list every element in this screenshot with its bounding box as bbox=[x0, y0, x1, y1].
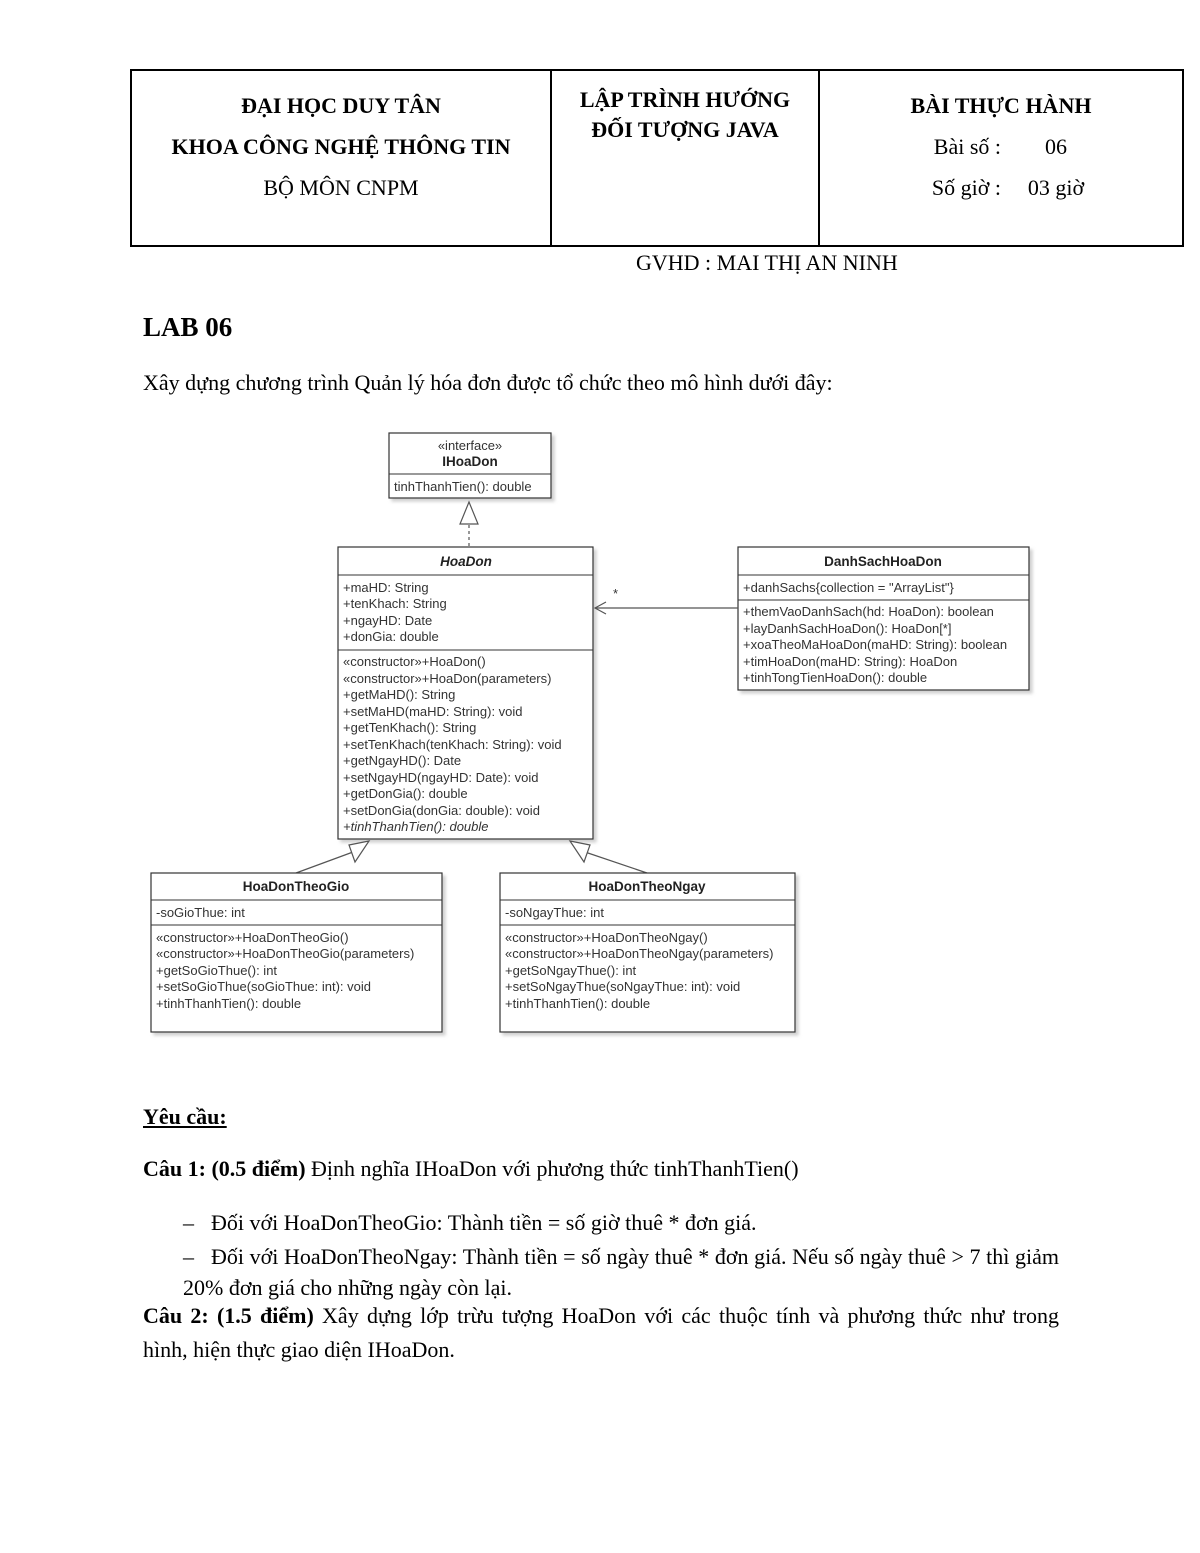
class-hoadontheongay bbox=[500, 873, 795, 1032]
theogio-method: «constructor»+HoaDonTheoGio(parameters) bbox=[156, 946, 415, 961]
faculty-name: KHOA CÔNG NGHỆ THÔNG TIN bbox=[171, 134, 511, 159]
ihoadon-method: tinhThanhTien(): double bbox=[394, 479, 532, 494]
hoadon-method: +setNgayHD(ngayHD: Date): void bbox=[343, 770, 539, 785]
hoadon-attr: +donGia: double bbox=[343, 629, 439, 644]
hoadon-method: +getNgayHD(): Date bbox=[343, 753, 462, 768]
theogio-name: HoaDonTheoGio bbox=[242, 879, 350, 894]
course-title-line1: LẬP TRÌNH HƯỚNG bbox=[579, 87, 791, 112]
q1-bullets bbox=[183, 1207, 1059, 1306]
ihoadon-stereotype: «interface» bbox=[437, 438, 503, 453]
theogio-method: +getSoGioThue(): int bbox=[156, 963, 278, 978]
hoadon-attr: +maHD: String bbox=[343, 580, 429, 595]
q2-label: Câu 2: bbox=[143, 1303, 209, 1328]
bullet-dash: – bbox=[183, 1244, 194, 1269]
instructor-line: GVHD : MAI THỊ AN NINH bbox=[636, 250, 898, 275]
hoadon-abstract-method: +tinhThanhTien(): double bbox=[343, 819, 489, 834]
hoadon-method: +getMaHD(): String bbox=[343, 687, 456, 702]
danhsach-attr: +danhSachs{collection = "ArrayList"} bbox=[743, 580, 954, 595]
theongay-attr: -soNgayThue: int bbox=[505, 905, 604, 920]
theongay-method: +tinhThanhTien(): double bbox=[505, 996, 651, 1011]
hoadon-method: +setMaHD(maHD: String): void bbox=[343, 704, 523, 719]
realization-arrow bbox=[460, 502, 478, 547]
class-danhsachhoadon bbox=[738, 547, 1029, 690]
hoadon-attr: +ngayHD: Date bbox=[343, 613, 433, 628]
hoadon-method: «constructor»+HoaDon() bbox=[343, 654, 486, 669]
danhsach-name: DanhSachHoaDon bbox=[824, 554, 942, 569]
course-title-line2: ĐỐI TƯỢNG JAVA bbox=[591, 117, 779, 142]
class-hoadontheogio bbox=[151, 873, 442, 1032]
bullet-dash: – bbox=[183, 1210, 194, 1235]
ihoadon-name: IHoaDon bbox=[442, 454, 498, 469]
class-ihoadon bbox=[389, 433, 551, 498]
hoadon-attr: +tenKhach: String bbox=[343, 596, 447, 611]
intro-text: Xây dựng chương trình Quản lý hóa đơn được tổ chức theo mô hình dưới đây: bbox=[143, 370, 833, 395]
theogio-method: +setSoGioThue(soGioThue: int): void bbox=[156, 979, 371, 994]
q1-label: Câu 1: bbox=[143, 1156, 206, 1181]
theogio-method: «constructor»+HoaDonTheoGio() bbox=[156, 930, 349, 945]
association-multiplicity: * bbox=[613, 586, 619, 601]
lesson-label: Bài số : bbox=[933, 134, 1001, 159]
danhsach-method: +tinhTongTienHoaDon(): double bbox=[743, 670, 928, 685]
theongay-method: «constructor»+HoaDonTheoNgay() bbox=[505, 930, 708, 945]
theogio-method: +tinhThanhTien(): double bbox=[156, 996, 302, 1011]
q2-text: Xây dựng lớp trừu tượng HoaDon với các thuộc tính và phương thức như trong hình, hiện thực giao diện IHoaDon. bbox=[143, 1303, 1060, 1362]
theogio-attr: -soGioThue: int bbox=[156, 905, 245, 920]
theongay-name: HoaDonTheoNgay bbox=[588, 879, 706, 894]
hoadon-method: +setTenKhach(tenKhach: String): void bbox=[343, 737, 562, 752]
q2-points: (1.5 điểm) bbox=[216, 1303, 314, 1328]
bullet-item bbox=[183, 1241, 1059, 1303]
hoadon-method: +getTenKhach(): String bbox=[343, 720, 477, 735]
hoadon-name: HoaDon bbox=[440, 554, 492, 569]
hours-label: Số giờ : bbox=[931, 175, 1001, 200]
question-2 bbox=[143, 1299, 1059, 1367]
lab-title: LAB 06 bbox=[143, 312, 233, 342]
danhsach-method: +themVaoDanhSach(hd: HoaDon): boolean bbox=[743, 604, 994, 619]
hours-value: 03 giờ bbox=[1027, 175, 1085, 200]
question-1 bbox=[143, 1152, 1059, 1186]
department-name: BỘ MÔN CNPM bbox=[263, 175, 419, 200]
bullet-text: Đối với HoaDonTheoGio: Thành tiền = số giờ thuê * đơn giá. bbox=[211, 1210, 757, 1235]
inheritance-arrow-theongay bbox=[570, 841, 647, 873]
q1-text: Định nghĩa IHoaDon với phương thức tinhThanhTien() bbox=[305, 1156, 799, 1181]
q1-points: (0.5 điểm) bbox=[211, 1156, 306, 1181]
inheritance-arrow-theogio bbox=[296, 841, 369, 873]
university-name: ĐẠI HỌC DUY TÂN bbox=[241, 93, 441, 118]
class-hoadon bbox=[338, 547, 593, 839]
requirements-title: Yêu cầu: bbox=[143, 1104, 227, 1129]
theongay-method: «constructor»+HoaDonTheoNgay(parameters) bbox=[505, 946, 774, 961]
danhsach-method: +layDanhSachHoaDon(): HoaDon[*] bbox=[743, 621, 952, 636]
association-arrow bbox=[595, 586, 738, 614]
lesson-value: 06 bbox=[1045, 134, 1067, 159]
bullet-text: Đối với HoaDonTheoNgay: Thành tiền = số ngày thuê * đơn giá. Nếu số ngày thuê > 7 thì giảm 20% đơn giá cho những ngày còn lại. bbox=[183, 1244, 1059, 1300]
practice-title: BÀI THỰC HÀNH bbox=[910, 93, 1092, 118]
bullet-item bbox=[183, 1207, 1059, 1238]
hoadon-method: +setDonGia(donGia: double): void bbox=[343, 803, 540, 818]
theongay-method: +getSoNgayThue(): int bbox=[505, 963, 637, 978]
hoadon-method: +getDonGia(): double bbox=[343, 786, 468, 801]
danhsach-method: +xoaTheoMaHoaDon(maHD: String): boolean bbox=[743, 637, 1008, 652]
hoadon-method: «constructor»+HoaDon(parameters) bbox=[343, 671, 552, 686]
danhsach-method: +timHoaDon(maHD: String): HoaDon bbox=[743, 654, 958, 669]
theongay-method: +setSoNgayThue(soNgayThue: int): void bbox=[505, 979, 741, 994]
